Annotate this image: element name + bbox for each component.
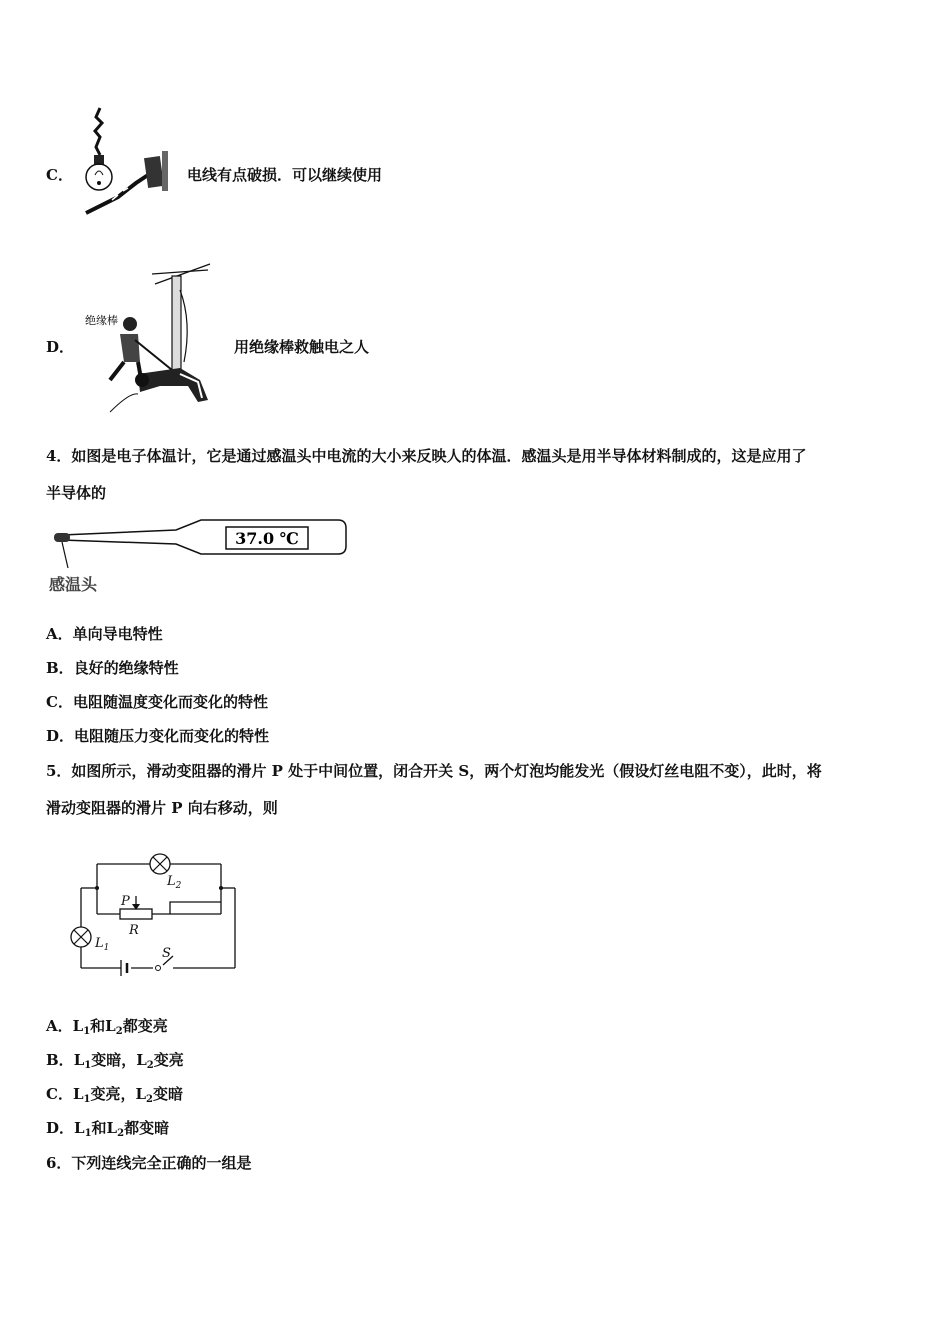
- q4-option-d: D．电阻随压力变化而变化的特性: [46, 727, 270, 745]
- circuit-diagram: [65, 850, 245, 980]
- label-r: R: [129, 923, 139, 938]
- q4-option-c: C．电阻随温度变化而变化的特性: [46, 693, 268, 711]
- label-s: S: [162, 946, 171, 961]
- probe-label: 感温头: [49, 575, 98, 594]
- q4-stem-line1: 4．如图是电子体温计，它是通过感温头中电流的大小来反映人的体温．感温头是用半导体材料制成的，这是应用了: [46, 447, 807, 465]
- electronic-thermometer-figure: [46, 512, 351, 598]
- label-p: P: [121, 894, 130, 909]
- label-l2: $L_2$: [167, 874, 182, 891]
- option-d-text: 用绝缘棒救触电之人: [234, 338, 370, 356]
- label-l1: $L_1$: [95, 936, 110, 953]
- q5-option-b: B．$L_1$变暗，$L_2$变亮: [46, 1051, 184, 1071]
- q5-option-c: C．$L_1$变亮，$L_2$变暗: [46, 1085, 184, 1105]
- thermometer-display: 37.0 ℃: [235, 529, 299, 548]
- insulated-rod-rescue-figure: [80, 262, 225, 427]
- rod-label: 绝缘棒: [85, 314, 118, 327]
- q4-option-a: A．单向导电特性: [46, 625, 163, 643]
- q4-option-b: B．良好的绝缘特性: [46, 659, 179, 677]
- option-c-text: 电线有点破损．可以继续使用: [187, 166, 383, 184]
- q5-option-d: D．$L_1$和$L_2$都变暗: [46, 1119, 170, 1139]
- option-d-label: D．: [46, 338, 75, 356]
- option-c-label: C．: [46, 166, 73, 184]
- q6-stem: 6．下列连线完全正确的一组是: [46, 1154, 252, 1172]
- q4-stem-line2: 半导体的: [46, 484, 107, 502]
- q5-stem-line1: 5．如图所示，滑动变阻器的滑片 P 处于中间位置，闭合开关 S，两个灯泡均能发光（假设灯丝电阻不变），此时，将: [46, 762, 822, 780]
- q5-stem-line2: 滑动变阻器的滑片 P 向右移动，则: [46, 799, 278, 817]
- q5-option-a: A．$L_1$和$L_2$都变亮: [46, 1017, 168, 1037]
- damaged-wire-lamp-figure: [78, 105, 178, 220]
